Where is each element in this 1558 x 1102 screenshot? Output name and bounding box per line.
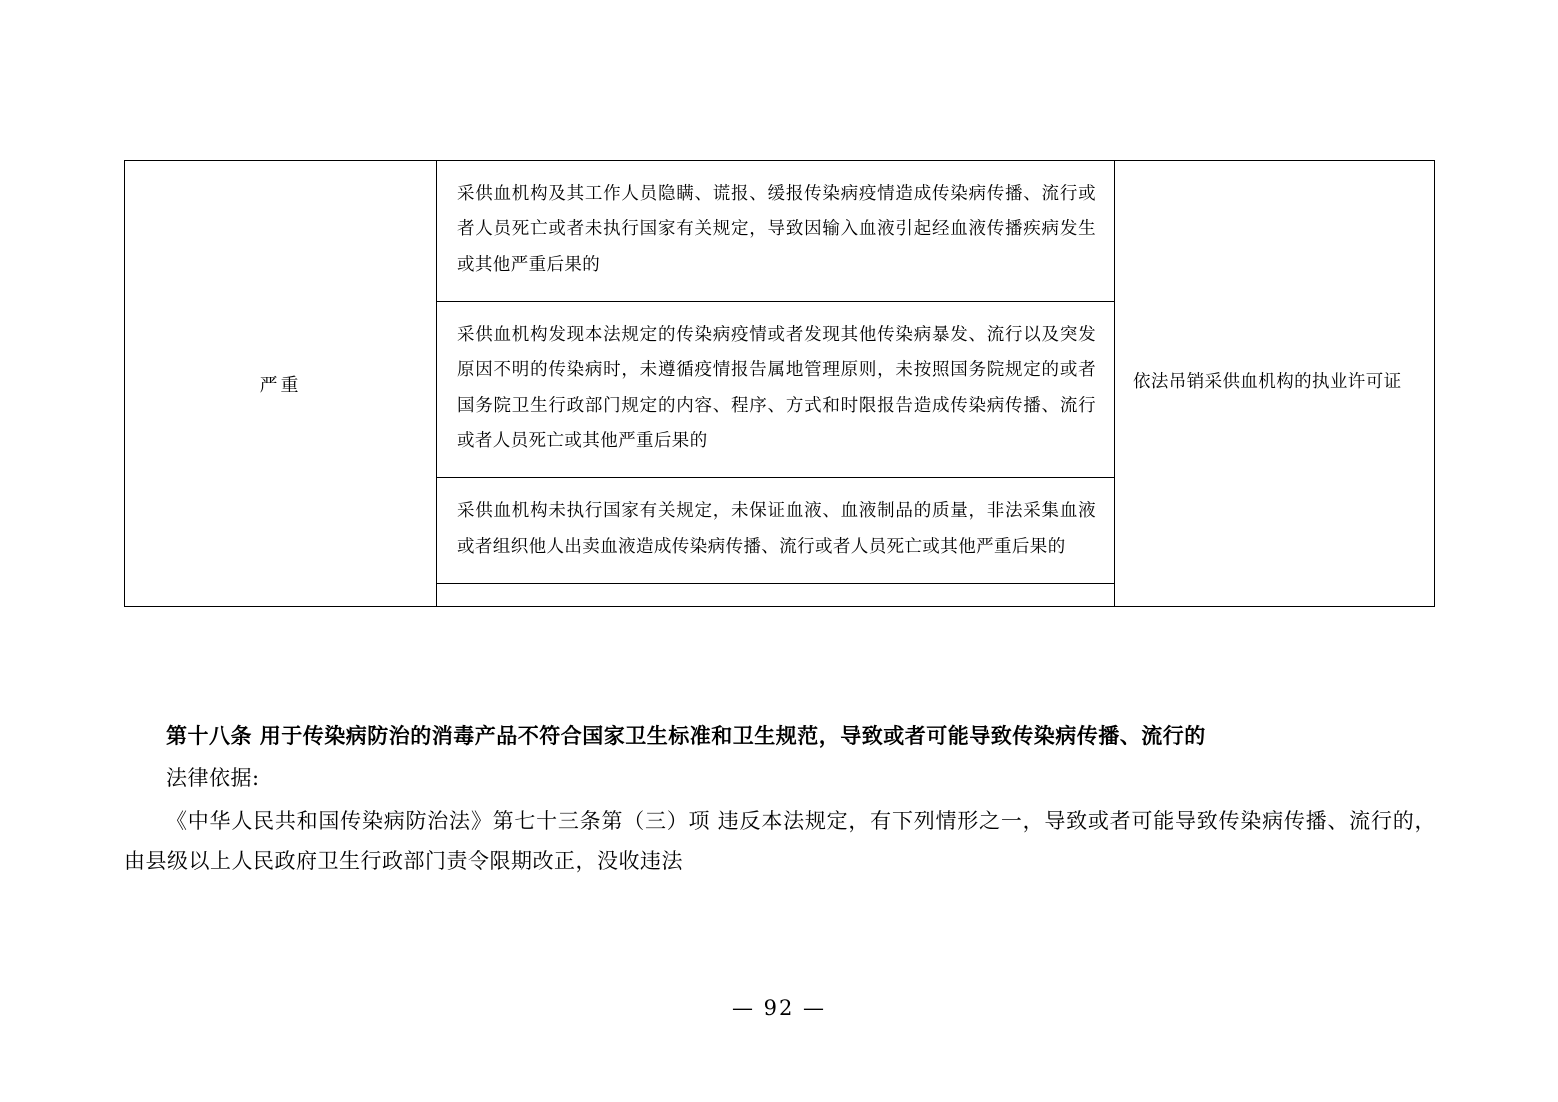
penalty-table (124, 160, 1435, 607)
penalty-action-cell (1115, 161, 1435, 607)
violation-description-spacer-cell (437, 584, 1115, 607)
penalty-action-text: 依法吊销采供血机构的执业许可证 (1133, 371, 1402, 392)
violation-description-cell (437, 478, 1115, 584)
article-heading: 第十八条 用于传染病防治的消毒产品不符合国家卫生标准和卫生规范，导致或者可能导致传染病传播、流行的 (166, 723, 1206, 748)
violation-description-text: 采供血机构未执行国家有关规定，未保证血液、血液制品的质量，非法采集血液或者组织他人出卖血液造成传染病传播、流行或者人员死亡或其他严重后果的 (457, 501, 1096, 557)
violation-description-cell (437, 161, 1115, 302)
severity-level-label: 严重 (259, 374, 302, 396)
violation-description-text: 采供血机构发现本法规定的传染病疫情或者发现其他传染病暴发、流行以及突发原因不明的传染病时，未遵循疫情报告属地管理原则，未按照国务院规定的或者国务院卫生行政部门规定的内容、程序、方式和时限报告造成传染病传播、流行或者人员死亡或其他严重后果的 (457, 325, 1096, 452)
severity-level-cell (125, 161, 437, 607)
article-body (124, 716, 1436, 881)
page-number: — 92 — (731, 996, 827, 1020)
legal-basis-text: 《中华人民共和国传染病防治法》第七十三条第（三）项 违反本法规定，有下列情形之一，导致或者可能导致传染病传播、流行的，由县级以上人民政府卫生行政部门责令限期改正，没收违法 (124, 808, 1436, 873)
violation-description-cell (437, 302, 1115, 478)
violation-description-text: 采供血机构及其工作人员隐瞒、谎报、缓报传染病疫情造成传染病传播、流行或者人员死亡或者未执行国家有关规定，导致因输入血液引起经血液传播疾病发生或其他严重后果的 (457, 184, 1096, 275)
table-row (125, 161, 1435, 302)
legal-basis-label: 法律依据: (166, 766, 260, 791)
